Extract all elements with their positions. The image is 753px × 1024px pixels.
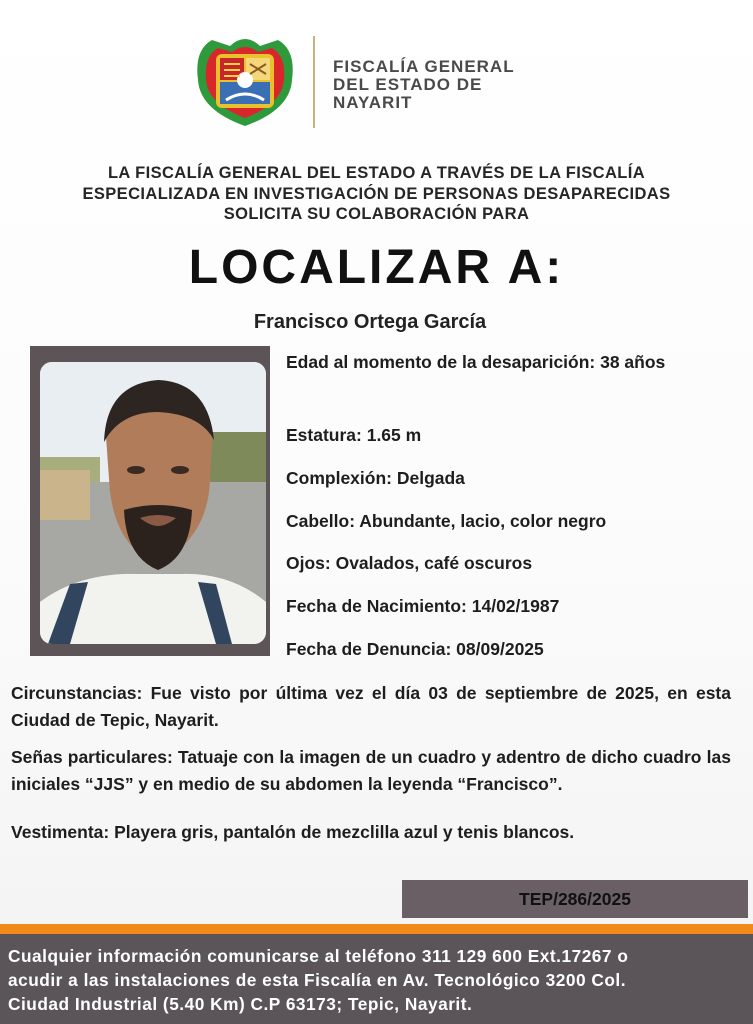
header [0, 30, 753, 135]
intro-text [0, 163, 753, 225]
attr-birth-date: Fecha de Nacimiento: 14/02/1987 [286, 596, 560, 616]
headline: LOCALIZAR A: [188, 241, 565, 294]
header-divider [313, 36, 315, 128]
circumstances-text: Circunstancias: Fue visto por última vez el día 03 de septiembre de 2025, en esta Ciudad de Tepic, Nayarit. [11, 683, 731, 730]
org-line-3: NAYARIT [333, 93, 413, 112]
footer-contact-text [8, 944, 732, 1016]
case-number-box [402, 880, 748, 918]
footer-line-2: acudir a las instalaciones de esta Fiscalía en Av. Tecnológico 3200 Col. [8, 970, 627, 990]
footer-line-3: Ciudad Industrial (5.40 Km) C.P 63173; Tepic, Nayarit. [8, 994, 473, 1014]
accent-bar [0, 924, 753, 934]
footer-line-1: Cualquier información comunicarse al teléfono 311 129 600 Ext.17267 o [8, 946, 629, 966]
attr-build: Complexión: Delgada [286, 468, 465, 488]
attr-height: Estatura: 1.65 m [286, 425, 422, 445]
intro-line-2: ESPECIALIZADA EN INVESTIGACIÓN DE PERSONAS DESAPARECIDAS [82, 184, 671, 203]
intro-line-3: SOLICITA SU COLABORACIÓN PARA [223, 205, 530, 223]
clothing-text: Vestimenta: Playera gris, pantalón de mezclilla azul y tenis blancos. [11, 822, 575, 842]
case-number: TEP/286/2025 [519, 889, 631, 909]
footer [0, 934, 753, 1024]
organization-name [333, 58, 593, 112]
attr-hair: Cabello: Abundante, lacio, color negro [286, 511, 607, 531]
attr-age: Edad al momento de la desaparición: 38 años [286, 352, 666, 372]
attr-eyes: Ojos: Ovalados, café oscuros [286, 553, 533, 573]
distinctive-marks-text: Señas particulares: Tatuaje con la imagen de un cuadro y adentro de dicho cuadro las iniciales “JJS” y en medio de su abdomen la leyenda “Francisco”. [11, 747, 731, 794]
person-name: Francisco Ortega García [253, 311, 487, 333]
attr-report-date: Fecha de Denuncia: 08/09/2025 [286, 639, 544, 659]
nayarit-seal-icon [190, 30, 300, 130]
intro-line-1: LA FISCALÍA GENERAL DEL ESTADO A TRAVÉS DE LA FISCALÍA [107, 164, 646, 182]
org-line-2: DEL ESTADO DE [333, 75, 483, 94]
org-line-1: FISCALÍA GENERAL [333, 57, 515, 76]
person-photo [40, 362, 266, 644]
